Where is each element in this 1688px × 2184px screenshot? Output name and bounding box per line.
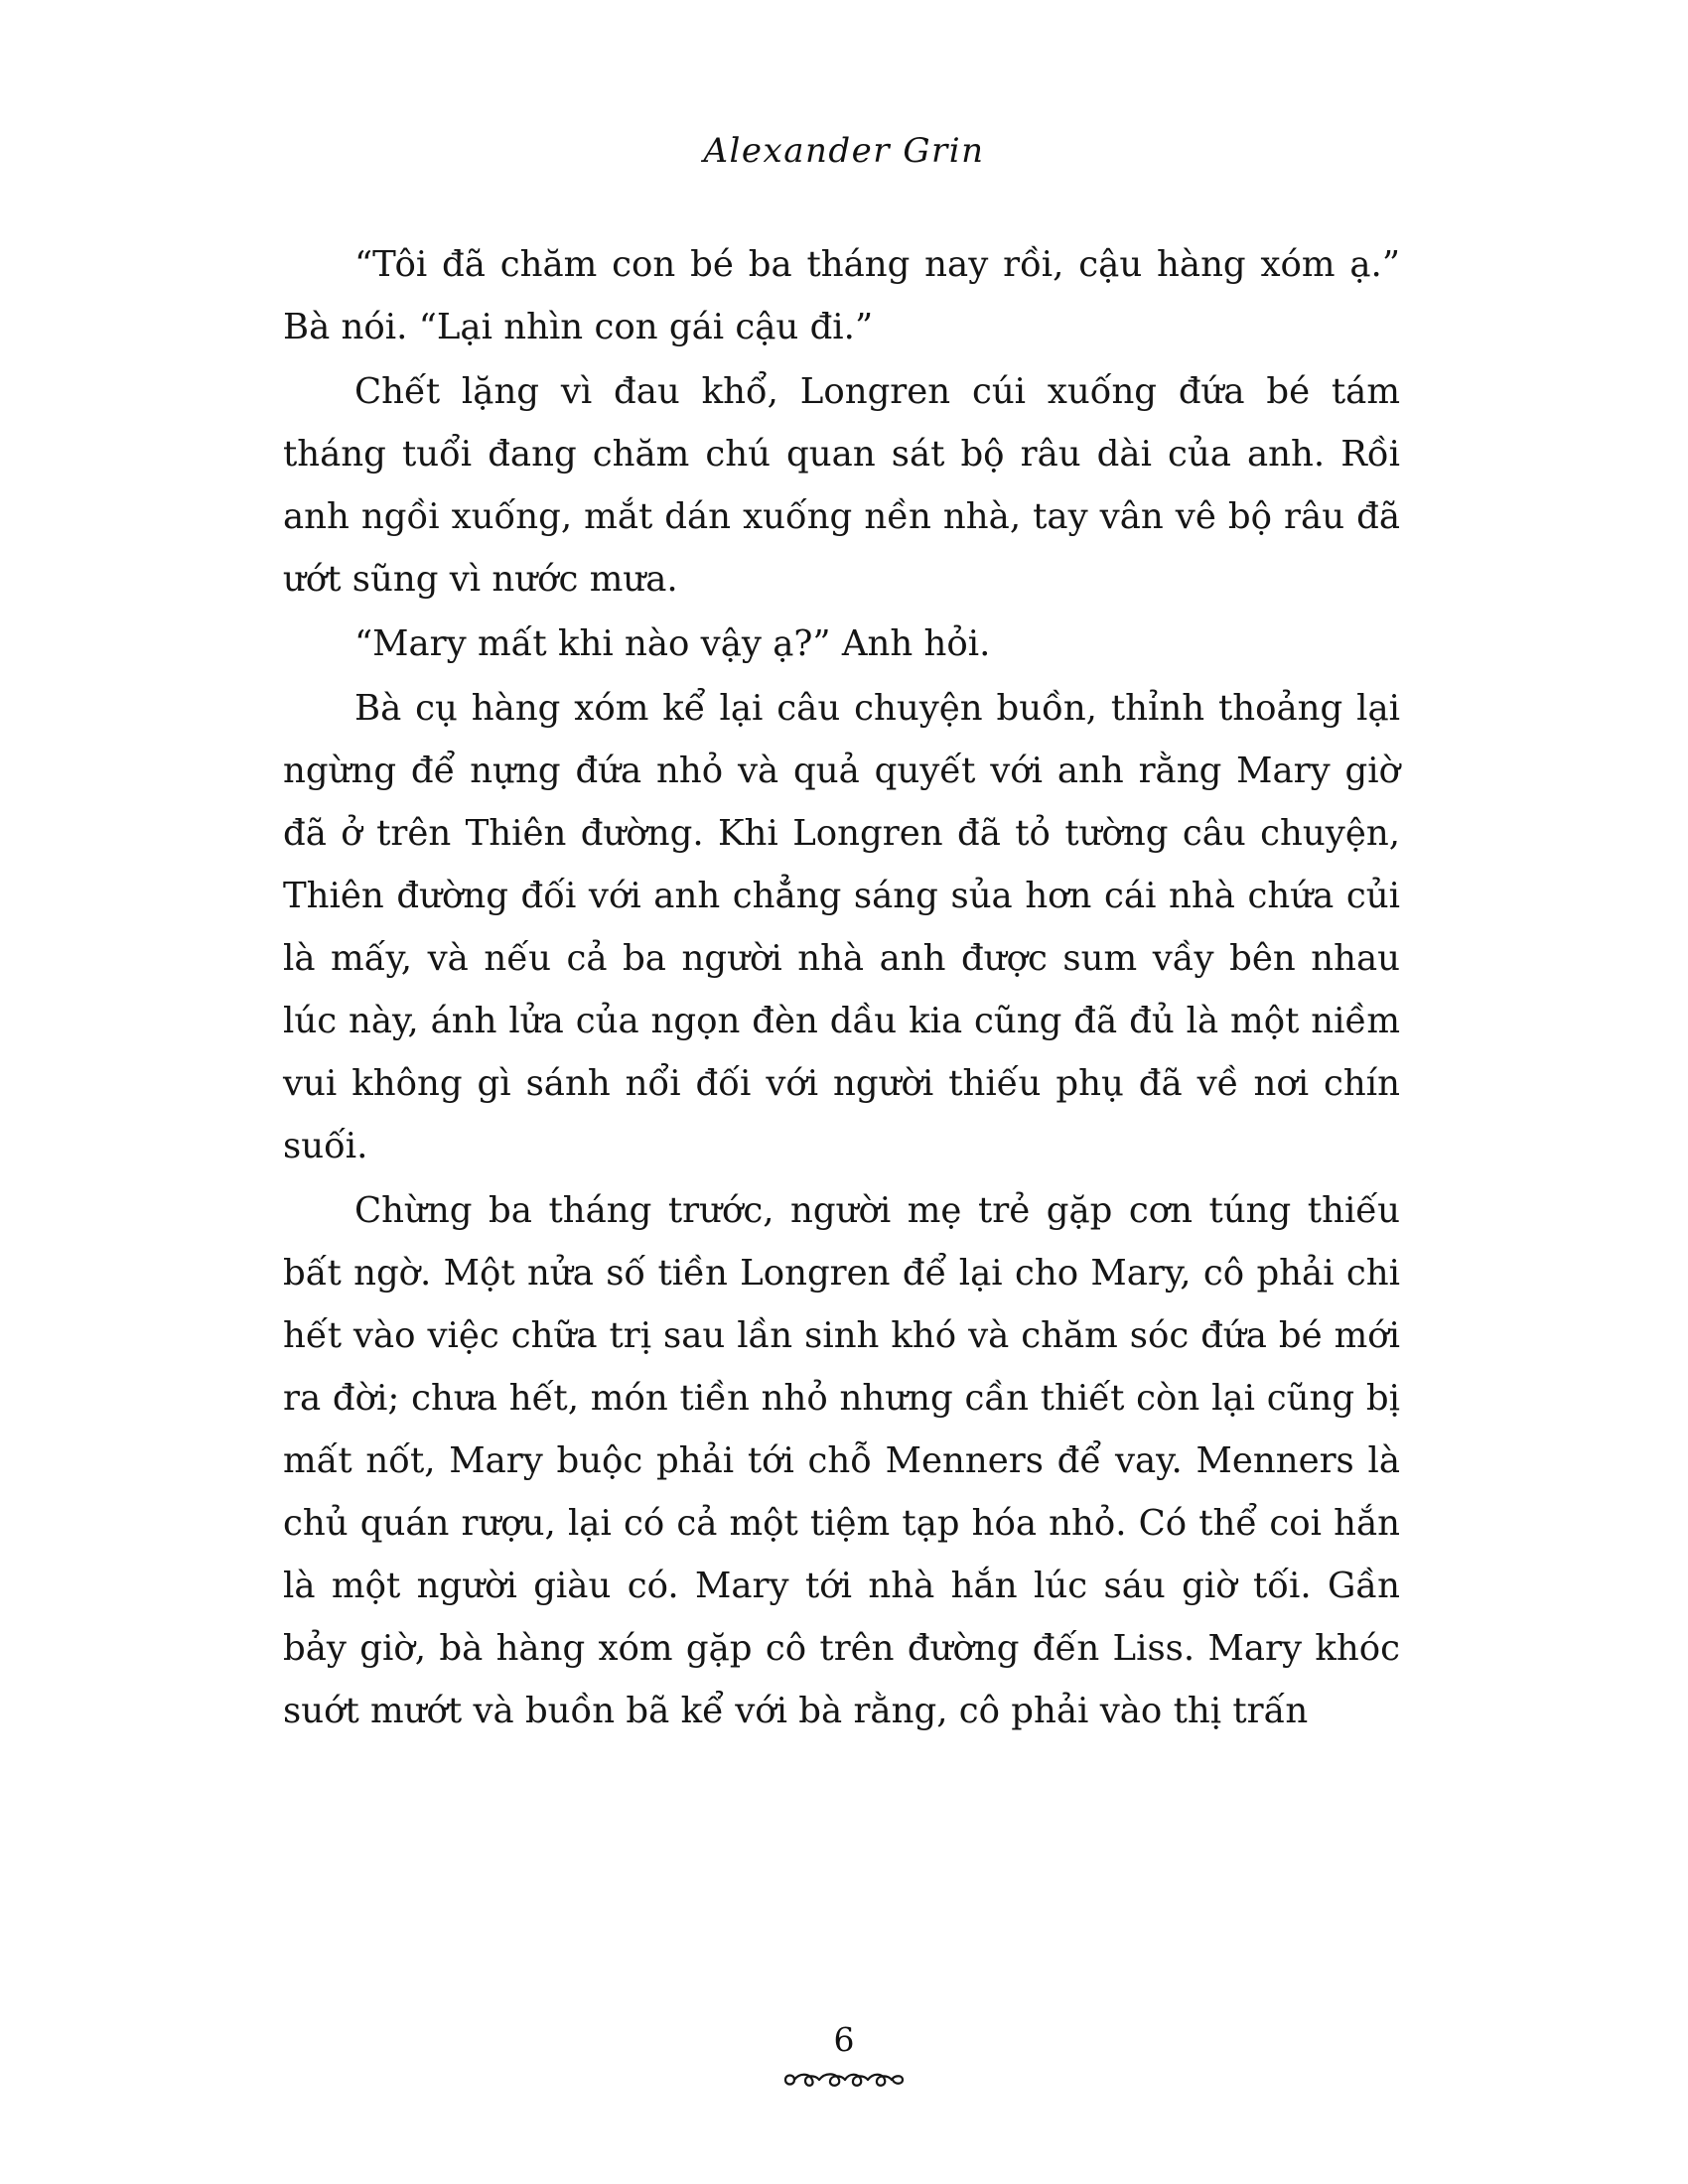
paragraph: Bà cụ hàng xóm kể lại câu chuyện buồn, thỉnh thoảng lại ngừng để nựng đứa nhỏ và quả quyết với anh rằng Mary giờ đã ở trên Thiên đường. Khi Longren đã tỏ tường câu chuyện, Thiên đường đối với anh chẳng sáng sủa hơn cái nhà chứa củi là mấy, và nếu cả ba người nhà anh được sum vầy bên nhau lúc này, ánh lửa của ngọn đèn dầu kia cũng đã đủ là một niềm vui không gì sánh nổi đối với người thiếu phụ đã về nơi chín suối. (283, 688, 1400, 1166)
page-number: 6 (833, 2020, 855, 2059)
paragraph: “Tôi đã chăm con bé ba tháng nay rồi, cậu hàng xóm ạ.” Bà nói. “Lại nhìn con gái cậu đi.” (283, 244, 1400, 347)
body-text (283, 233, 1400, 1744)
paragraph: Chừng ba tháng trước, người mẹ trẻ gặp cơn túng thiếu bất ngờ. Một nửa số tiền Longren để lại cho Mary, cô phải chi hết vào việc chữa trị sau lần sinh khó và chăm sóc đứa bé mới ra đời; chưa hết, món tiền nhỏ nhưng cần thiết còn lại cũng bị mất nốt, Mary buộc phải tới chỗ Menners để vay. Menners là chủ quán rượu, lại có cả một tiệm tạp hóa nhỏ. Có thể coi hắn là một người giàu có. Mary tới nhà hắn lúc sáu giờ tối. Gần bảy giờ, bà hàng xóm gặp cô trên đường đến Liss. Mary khóc suớt mướt và buồn bã kể với bà rằng, cô phải vào thị trấn (283, 1190, 1400, 1731)
flourish-ornament (0, 2067, 1688, 2097)
paragraph: Chết lặng vì đau khổ, Longren cúi xuống đứa bé tám tháng tuổi đang chăm chú quan sát bộ râu dài của anh. Rồi anh ngồi xuống, mắt dán xuống nền nhà, tay vân vê bộ râu đã ướt sũng vì nước mưa. (283, 371, 1400, 600)
paragraph: “Mary mất khi nào vậy ạ?” Anh hỏi. (354, 623, 991, 664)
running-head: Alexander Grin (703, 131, 985, 171)
